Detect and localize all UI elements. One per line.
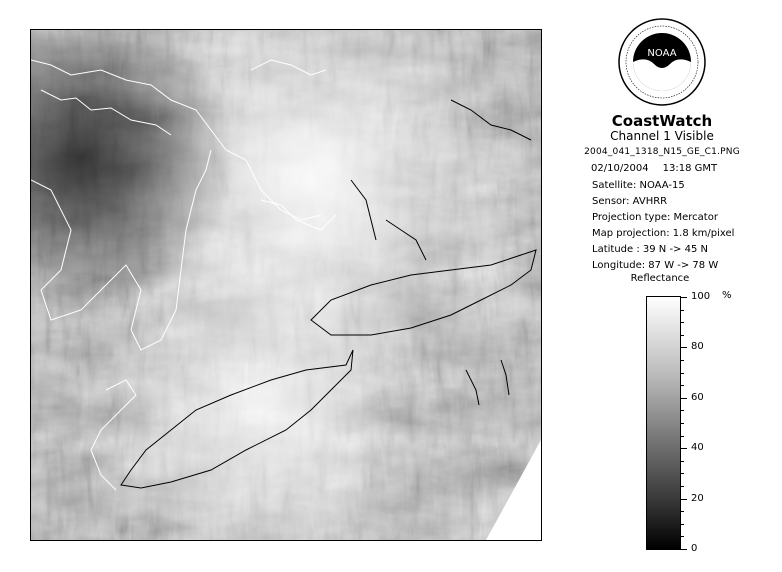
scale-minor-tick <box>681 335 684 336</box>
scale-minor-tick <box>681 310 684 311</box>
map-projection-line: Map projection: 1.8 km/pixel <box>592 228 735 239</box>
latitude-line: Latitude : 39 N -> 45 N <box>592 244 708 255</box>
sensor-line: Sensor: AVHRR <box>592 196 668 207</box>
scale-minor-tick <box>681 373 684 374</box>
scale-minor-tick <box>681 524 684 525</box>
scale-tick-label: 40 <box>691 442 704 454</box>
scale-unit: % <box>722 290 732 301</box>
noaa-seal-icon <box>618 18 706 106</box>
date-time-line <box>591 163 717 174</box>
filename-label: 2004_041_1318_N15_GE_C1.PNG <box>584 147 740 157</box>
map-canvas <box>31 30 541 540</box>
scale-minor-tick <box>681 461 684 462</box>
satellite-image-map[interactable] <box>30 29 542 541</box>
scale-label: Reflectance <box>630 273 690 284</box>
scale-tick-mark <box>681 499 687 500</box>
channel-label: Channel 1 Visible <box>610 129 714 143</box>
scale-tick-mark <box>681 347 687 348</box>
scale-tick-mark <box>681 297 687 298</box>
scale-tick-label: 0 <box>691 543 698 554</box>
scale-minor-tick <box>681 423 684 424</box>
scale-minor-tick <box>681 486 684 487</box>
scale-tick-mark <box>681 448 687 449</box>
app-title: CoastWatch <box>611 112 713 130</box>
scale-tick-mark <box>681 398 687 399</box>
scale-tick-label: 80 <box>691 341 704 353</box>
time-value: 13:18 GMT <box>662 163 718 174</box>
scale-minor-tick <box>681 385 684 386</box>
scale-minor-tick <box>681 536 684 537</box>
scale-minor-tick <box>681 322 684 323</box>
date-value: 02/10/2004 <box>591 163 649 174</box>
longitude-line: Longitude: 87 W -> 78 W <box>592 260 719 271</box>
scale-tick-label: 100 <box>691 291 711 302</box>
scale-tick-label: 60 <box>691 391 704 403</box>
projection-type-line: Projection type: Mercator <box>592 212 718 223</box>
scale-minor-tick <box>681 436 684 437</box>
scale-tick-label: 20 <box>691 492 704 504</box>
reflectance-colorbar <box>646 296 681 550</box>
scale-minor-tick <box>681 511 684 512</box>
scale-ticks <box>681 291 741 554</box>
scale-tick-mark <box>681 549 687 550</box>
scale-minor-tick <box>681 473 684 474</box>
satellite-line: Satellite: NOAA-15 <box>592 180 685 191</box>
scale-minor-tick <box>681 360 684 361</box>
scale-minor-tick <box>681 410 684 411</box>
logo-center-text: NOAA <box>647 48 677 59</box>
noaa-logo <box>618 18 706 106</box>
